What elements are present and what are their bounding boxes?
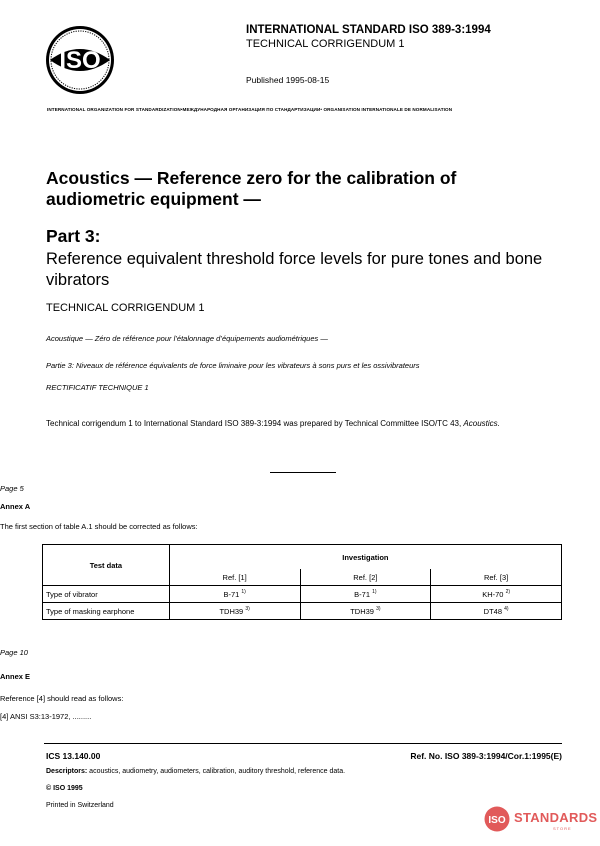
descriptors-label: Descriptors: [46,768,88,775]
published-date: Published 1995-08-15 [246,75,330,85]
annex-e-heading: Annex E [0,672,31,681]
table-cell: TDH39 $^{3)}$ [169,603,300,620]
table-cell: B-71 $^{1)}$ [300,586,431,603]
organization-line: INTERNATIONAL ORGANIZATION FOR STANDARDIZATION•МЕЖДУНАРОДНАЯ ОРГАНИЗАЦИЯ ПО СТАНДАРТИЗАЦИИ• ORGANISATION INTERNATIONALE DE NORMALISATION [47,107,453,112]
table-cell: TDH39 $^{3)}$ [300,603,431,620]
french-title: Acoustique — Zéro de référence pour l’étalonnage d’équipements audiométriques — [46,334,328,343]
row-label: Type of vibrator [43,586,170,603]
descriptors-list: acoustics, audiometry, audiometers, calibration, auditory threshold, reference data. [87,768,346,775]
standard-title: INTERNATIONAL STANDARD ISO 389-3:1994 [246,24,491,36]
row-label: Type of masking earphone [43,603,170,620]
page-ref-10: Page 10 [0,648,28,657]
table-cell: B-71 $^{1)}$ [169,586,300,603]
store-iso-logo [484,806,510,832]
part-label: Part 3: [46,226,101,246]
document-title: Acoustics — Reference zero for the calibration of audiometric equipment — [46,168,457,209]
ics-code: ICS 13.140.00 [46,751,101,761]
header-ref-3: Ref. [3] [431,569,562,586]
store-brand-word: STANDARDS [514,810,598,825]
table-cell: KH-70 $^{2)}$ [431,586,562,603]
svg-text:ISO: ISO [59,47,101,74]
reference-entry: [4] ANSI S3:13-1972, ......... [0,712,92,721]
table-cell: DT48 $^{4)}$ [431,603,562,620]
descriptors [46,768,345,775]
table-row [43,603,562,620]
divider [270,472,336,473]
header-test-data: Test data [43,545,170,586]
printed-in: Printed in Switzerland [46,802,114,809]
copyright: © ISO 1995 [46,785,83,792]
header-ref-2: Ref. [2] [300,569,431,586]
reference-instruction: Reference [4] should read as follows: [0,694,124,703]
intro-text: Technical corrigendum 1 to International Standard ISO 389-3:1994 was prepared by Technical Committee ISO/TC 43, [46,419,462,428]
corrigendum-label: TECHNICAL CORRIGENDUM 1 [246,38,405,50]
footer-rule [44,743,562,744]
intro-paragraph [46,418,566,430]
svg-text:ISO: ISO [488,815,506,826]
intro-committee-name: Acoustics. [463,419,500,428]
iso-logo [44,24,116,96]
reference-number: Ref. No. ISO 389-3:1994/Cor.1:1995(E) [410,751,562,761]
technical-corrigendum-label: TECHNICAL CORRIGENDUM 1 [46,302,205,314]
annex-a-heading: Annex A [0,502,31,511]
french-part-title: Partie 3: Niveaux de référence équivalents de force liminaire pour les vibrateurs à sons purs et les ossivibrateurs [46,361,420,370]
part-title: Reference equivalent threshold force levels for pure tones and bone vibrators [46,250,543,289]
french-corrigendum-label: RECTIFICATIF TECHNIQUE 1 [46,383,149,392]
header-investigation: Investigation [169,545,561,570]
page-ref-5: Page 5 [0,484,24,493]
store-brand-sub: STORE [553,826,572,831]
table-row [43,586,562,603]
table-instruction: The first section of table A.1 should be corrected as follows: [0,522,198,531]
correction-table [42,544,562,620]
header-ref-1: Ref. [1] [169,569,300,586]
